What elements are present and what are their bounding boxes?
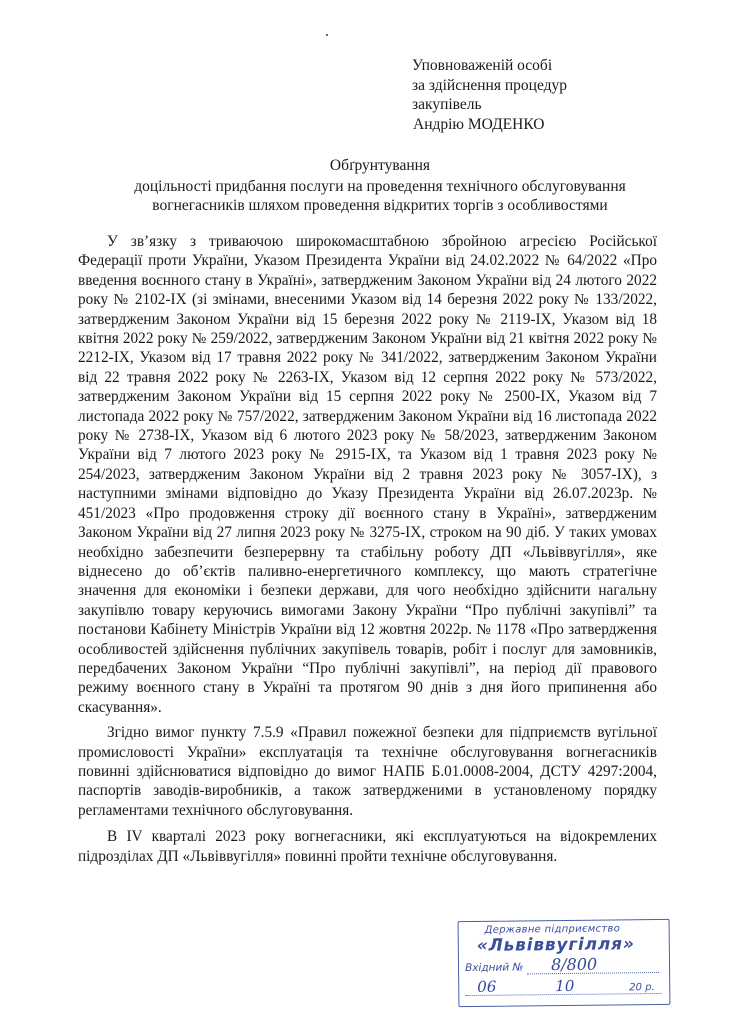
registration-stamp	[458, 919, 671, 1007]
body-paragraph-3: В IV кварталі 2023 року вогнегасники, які експлуатуються на відокремлених підрозділах ДП «Львіввугілля» повинні пройти технічне обслуговування.	[78, 828, 657, 865]
stamp-incoming-label: Вхідний №	[464, 961, 524, 975]
title-subtitle-line-1: доцільності придбання послуги на проведення технічного обслуговування	[134, 178, 626, 195]
body-paragraph-1: У зв’язку з триваючою широкомасштабною збройною агресією Російської Федерації проти України, Указом Президента України від 24.02.2022 № 64/2022 «Про введення воєнного стану в Україні», затвердженим Законом України від 24 лютого 2022 року № 2102-IX (зі змінами, внесеними Указом від 14 березня 2022 року № 133/2022, затвердженим Законом України від 15 березня 2022 року № 2119-IX, Указом від 18 квітня 2022 року № 259/2022, затвердженим Законом України від 21 квітня 2022 року № 2212-IX, Указом від 17 травня 2022 року № 341/2022, затвердженим Законом України від 22 травня 2022 року № 2263-IX, Указом від 12 серпня 2022 року № 573/2022, затвердженим Законом України від 15 серпня 2022 року № 2500-IX, Указом від 7 листопада 2022 року № 757/2022, затвердженим Законом України від 16 листопада 2022 року № 2738-IX, Указом від 6 лютого 2023 року № 58/2023, затвердженим Законом України від 7 лютого 2023 року № 2915-IX, та Указом від 1 травня 2023 року № 254/2023, затвердженим Законом України від 2 травня 2023 року № 3057-IX), з наступними змінами відповідно до Указу Президента України від 26.07.2023р. № 451/2023 «Про продовження строку дії воєнного стану в Україні», затвердженим Законом України від 27 липня 2023 року № 3275-IX, строком на 90 діб. У таких умовах необхідно забезпечити безперервну та стабільну роботу ДП «Львіввугілля», яке віднесено до об’єктів паливно-енергетичного комплексу, що мають стратегічне значення для економіки і безпеки держави, для чого необхідно здійснити нагальну закупівлю товару керуючись вимогами Закону України “Про публічні закупівлі” та постанови Кабінету Міністрів України від 12 жовтня 2022р. № 1178 «Про затвердження особливостей здійснення публічних закупівель товарів, робіт і послуг для замовників, передбачених Законом України “Про публічні закупівлі”, на період дії правового режиму воєнного стану в Україні та протягом 90 днів з дня його припинення або скасування».	[78, 233, 657, 716]
body-paragraph-2: Згідно вимог пункту 7.5.9 «Правил пожежної безпеки для підприємств вугільної промисловості України» експлуатація та технічне обслуговування вогнегасників повинні здійснюватися відповідно до вимог НАПБ Б.01.0008-2004, ДСТУ 4297:2004, паспортів заводів-виробників, а також затвердженими в установленому порядку регламентами технічного обслуговування.	[78, 724, 657, 819]
stamp-date-day: 06	[477, 977, 497, 996]
addressee-line-3: закупівель	[412, 96, 482, 113]
document-title	[60, 156, 700, 215]
scan-speck	[326, 34, 328, 36]
document-body	[78, 232, 657, 873]
addressee-line-2: за здійснення процедур	[412, 76, 568, 94]
stamp-org-name: «Львіввугілля»	[476, 934, 635, 956]
stamp-incoming-number: 8/800	[550, 954, 598, 975]
addressee-line-1: Уповноваженій особі	[412, 57, 553, 74]
stamp-year-suffix: р.	[645, 982, 655, 994]
stamp-org-type: Державне підприємство	[484, 923, 621, 936]
addressee-name: Андрію МОДЕНКО	[413, 115, 545, 133]
title-subtitle-line-2: вогнегасників шляхом проведення відкритих торгів з особливостями	[152, 197, 608, 214]
stamp-year-prefix: 20	[629, 982, 643, 994]
stamp-date-year	[629, 982, 655, 993]
stamp-date-month: 10	[555, 976, 575, 996]
addressee-block	[412, 56, 567, 134]
title-heading: Обґрунтування	[329, 157, 431, 174]
